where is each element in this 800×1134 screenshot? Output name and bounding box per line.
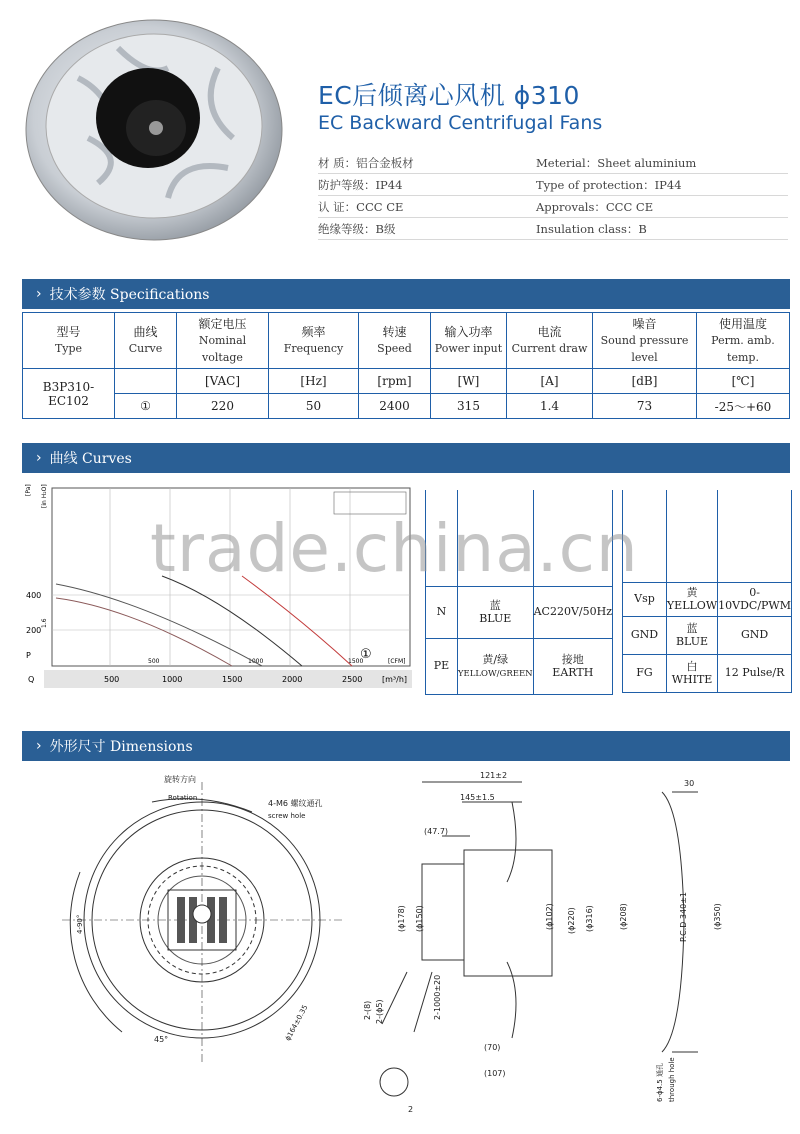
y-minor-tick: 1.6 [41, 618, 48, 628]
unit-cell: [dB] [593, 369, 697, 394]
unit-cell: [Hz] [269, 369, 359, 394]
unit-cell: [rpm] [359, 369, 431, 394]
y-tick: 200 [26, 626, 42, 635]
svg-text:(ɸ150): (ɸ150) [415, 905, 424, 932]
fan-product-photo [18, 8, 290, 246]
curve-line [56, 584, 262, 666]
svg-text:(47.7): (47.7) [424, 827, 449, 836]
value-cell: 1.4 [507, 394, 593, 419]
svg-text:旋转方向: 旋转方向 [164, 775, 196, 784]
svg-text:(ɸ316): (ɸ316) [585, 905, 594, 932]
section-specifications: › 技术参数 Specifications [22, 279, 790, 309]
spec-table [22, 312, 790, 419]
value-cell: 73 [593, 394, 697, 419]
svg-text:2-(ɸ5): 2-(ɸ5) [375, 999, 384, 1024]
svg-text:2: 2 [408, 1105, 414, 1114]
svg-text:(107): (107) [484, 1069, 506, 1078]
watermark: trade.china.cn [150, 510, 639, 587]
wiring-table-right: Vsp 黄 YELLOW 0-10VDC/PWM GND 蓝 BLUE GND FG 白 WHITE 12 Pulse/R [622, 490, 792, 693]
unit-cell: [A] [507, 369, 593, 394]
wiring-table-left: N 蓝 BLUE AC220V/50Hz PE 黄/绿 YELLOW/GREEN 接地 EARTH [425, 490, 613, 695]
svg-text:4-90°: 4-90° [76, 914, 84, 934]
curve-line [242, 576, 352, 666]
header-type: 型号 Type [23, 313, 115, 369]
y-unit-inh2o: [in H₂O] [41, 484, 48, 508]
svg-text:6-ɸ4.5 通孔: 6-ɸ4.5 通孔 [656, 1063, 664, 1102]
y-tick: 400 [26, 591, 42, 600]
x-tick-m3h: 2500 [342, 675, 363, 684]
value-cell: 50 [269, 394, 359, 419]
y-unit-pa: [Pa] [25, 484, 32, 496]
curve-marker: ① [360, 647, 372, 662]
svg-text:(ɸ208): (ɸ208) [619, 903, 628, 930]
svg-text:ɸ164±0.35: ɸ164±0.35 [283, 1003, 310, 1043]
value-cell: 2400 [359, 394, 431, 419]
x-unit-cfm: [CFM] [388, 658, 406, 665]
svg-text:(ɸ350): (ɸ350) [713, 903, 722, 930]
chevron-right-icon: › [36, 450, 42, 466]
chevron-right-icon: › [36, 286, 42, 302]
header-speed: 转速 Speed [359, 313, 431, 369]
curve-line [162, 576, 302, 666]
q-label: Q [28, 675, 35, 684]
property-row: 防护等级：IP44 Type of protection：IP44 [318, 174, 788, 196]
svg-text:30: 30 [684, 779, 695, 788]
p-label: P [26, 651, 31, 660]
header-power: 输入功率 Power input [431, 313, 507, 369]
x-tick-m3h: 1500 [222, 675, 243, 684]
product-title-cn: EC后倾离心风机 ɸ310 [318, 81, 580, 110]
header-temperature: 使用温度 Perm. amb. temp. [697, 313, 790, 369]
svg-text:(ɸ178): (ɸ178) [397, 905, 406, 932]
svg-text:(ɸ220): (ɸ220) [567, 907, 576, 934]
property-row: 绝缘等级：B级 Insulation class：B [318, 218, 788, 240]
svg-text:2-1000±20: 2-1000±20 [433, 974, 442, 1020]
unit-cell: [℃] [697, 369, 790, 394]
section-curves: › 曲线 Curves [22, 443, 790, 473]
header-curve: 曲线 Curve [115, 313, 177, 369]
cell-type: B3P310-EC102 [23, 369, 115, 419]
header-noise: 噪音 Sound pressure level [593, 313, 697, 369]
dimension-drawing [22, 762, 792, 1122]
unit-cell: [W] [431, 369, 507, 394]
x-tick-m3h: 2000 [282, 675, 303, 684]
svg-text:Rotation: Rotation [168, 794, 198, 802]
svg-text:2-(8): 2-(8) [363, 1000, 372, 1020]
svg-text:121±2: 121±2 [480, 771, 508, 780]
property-row: 认 证：CCC CE Approvals：CCC CE [318, 196, 788, 218]
unit-cell: [VAC] [177, 369, 269, 394]
svg-text:through hole: through hole [668, 1057, 676, 1102]
x-tick-m3h: 1000 [162, 675, 183, 684]
svg-text:(70): (70) [484, 1043, 501, 1052]
x-unit-m3h: [m³/h] [382, 675, 408, 684]
header-voltage: 额定电压 Nominal voltage [177, 313, 269, 369]
value-cell: 220 [177, 394, 269, 419]
value-cell: -25～+60 [697, 394, 790, 419]
x-tick-cfm: 1000 [248, 658, 264, 665]
svg-text:screw hole: screw hole [268, 812, 306, 820]
x-tick-cfm: 500 [148, 658, 160, 665]
section-dimensions: › 外形尺寸 Dimensions [22, 731, 790, 761]
svg-text:(ɸ102): (ɸ102) [545, 903, 554, 930]
value-cell: 315 [431, 394, 507, 419]
curve-line [56, 598, 232, 666]
property-row: 材 质：铝合金板材 Meterial：Sheet aluminium [318, 152, 788, 174]
svg-text:45°: 45° [154, 1035, 169, 1044]
svg-text:145±1.5: 145±1.5 [460, 793, 495, 802]
product-title-en: EC Backward Centrifugal Fans [318, 112, 603, 134]
header-frequency: 频率 Frequency [269, 313, 359, 369]
svg-text:4-M6 螺纹通孔: 4-M6 螺纹通孔 [268, 799, 323, 808]
svg-text:P.C.D 340±1: P.C.D 340±1 [679, 891, 688, 942]
header-current: 电流 Current draw [507, 313, 593, 369]
chevron-right-icon: › [36, 738, 42, 754]
cell-curve: ① [115, 394, 177, 419]
x-tick-m3h: 500 [104, 675, 120, 684]
x-tick-cfm: 1500 [348, 658, 364, 665]
property-list [318, 152, 788, 240]
